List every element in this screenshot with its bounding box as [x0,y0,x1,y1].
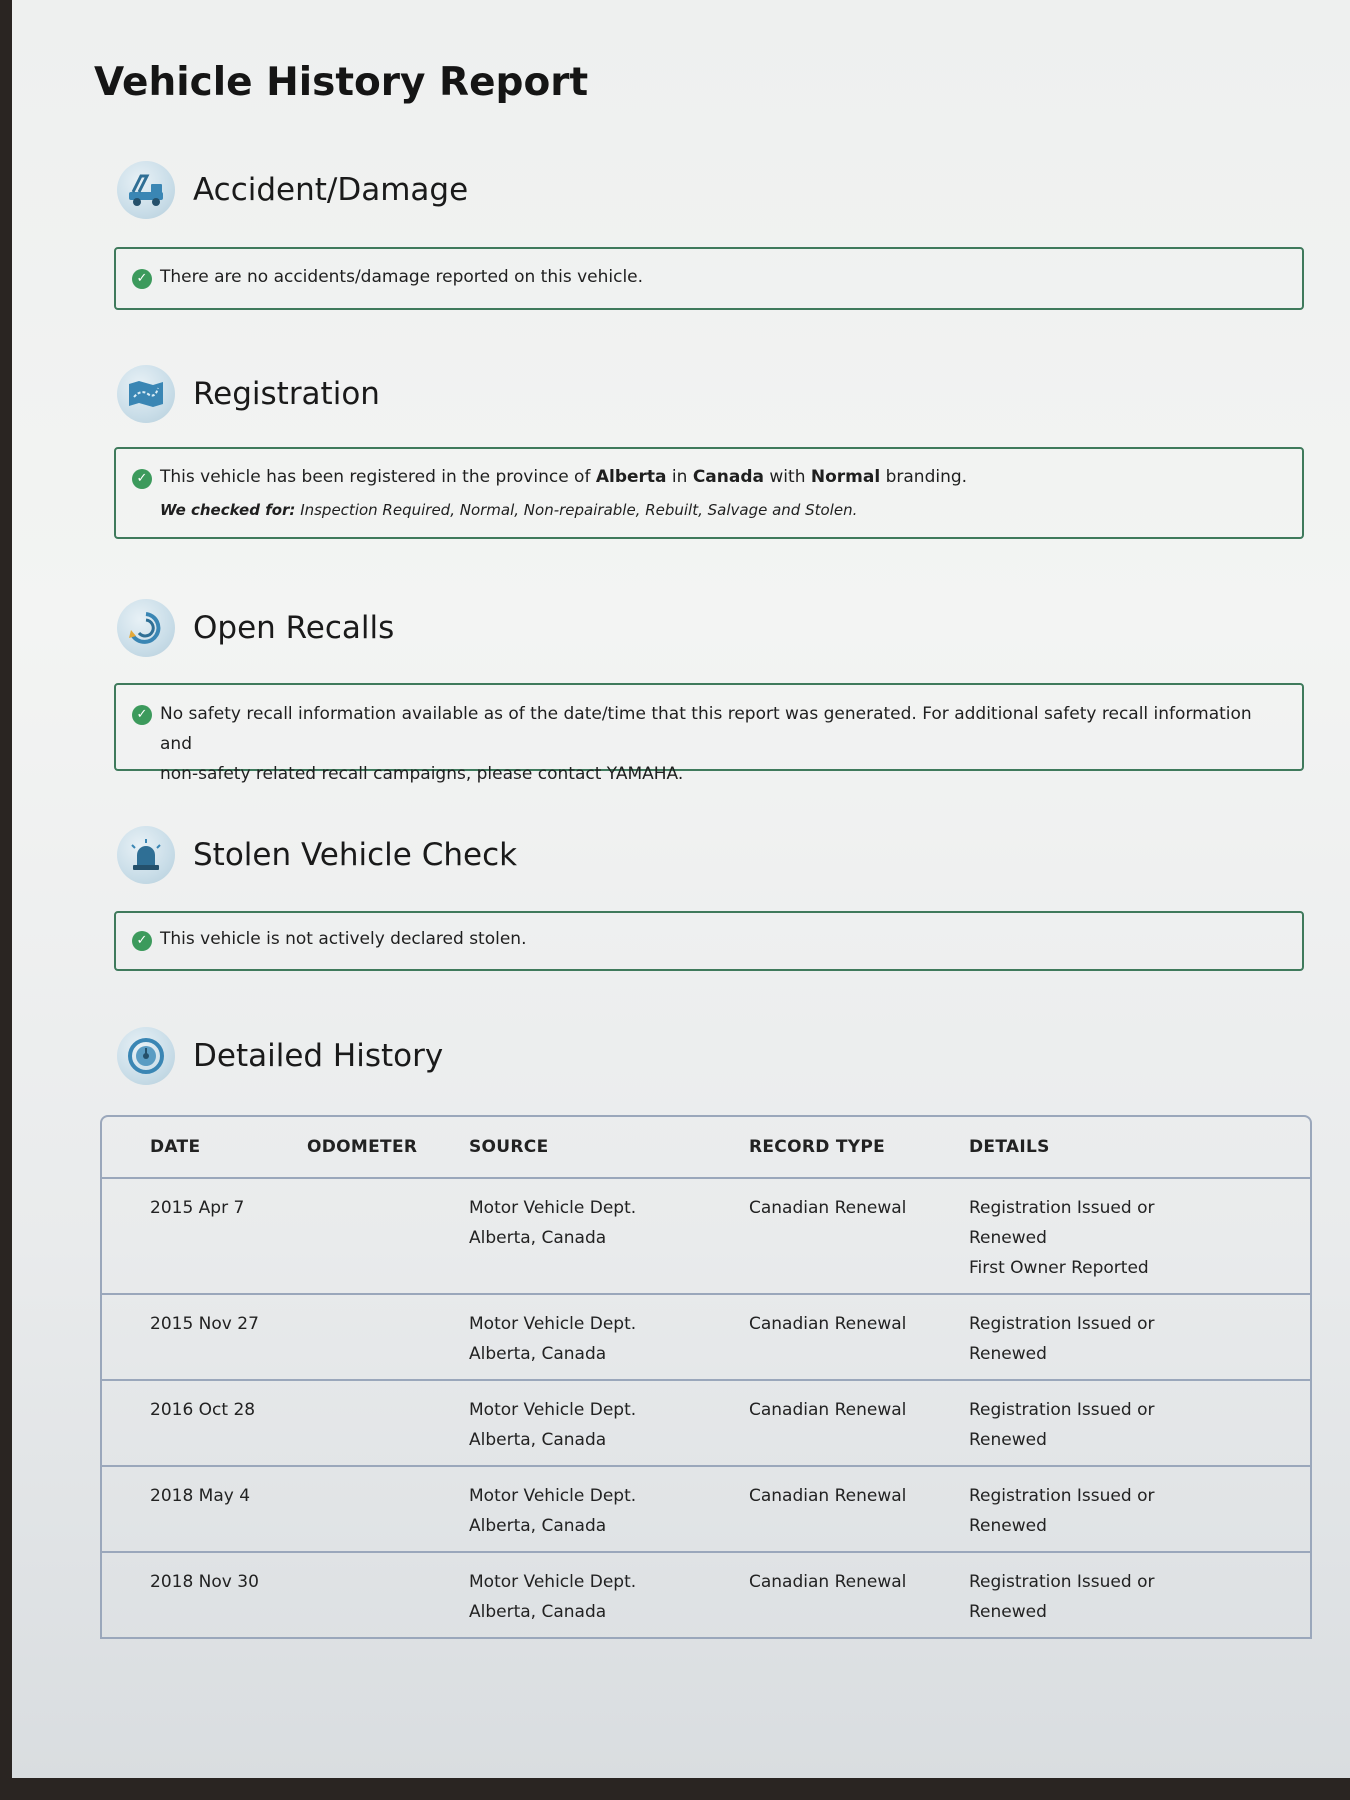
recalls-section-header [117,598,394,658]
column-details: DETAILS [969,1137,1050,1157]
registration-status-box [114,447,1304,539]
row-source: Motor Vehicle Dept. Alberta, Canada [469,1400,637,1450]
row-details: Registration Issued or Renewed [969,1486,1155,1536]
registration-branding: Normal [810,467,881,487]
check-icon: ✓ [132,269,152,289]
table-row [102,1467,1310,1553]
registration-country: Canada [692,467,764,487]
row-date: 2015 Apr 7 [150,1198,245,1218]
registration-section-header [117,364,380,424]
column-odometer: ODOMETER [307,1137,418,1157]
table-row [102,1179,1310,1295]
table-row [102,1553,1310,1639]
table-row [102,1381,1310,1467]
recall-icon [117,599,175,657]
accident-status-box [114,247,1304,310]
accident-message: There are no accidents/damage reported on this vehicle. [160,267,644,287]
accident-section-title: Accident/Damage [193,172,469,208]
recalls-status-box [114,683,1304,784]
column-record-type: RECORD TYPE [749,1137,886,1157]
history-table [100,1115,1312,1639]
column-date: DATE [150,1137,201,1157]
row-date: 2015 Nov 27 [150,1314,259,1334]
row-details: Registration Issued or Renewed [969,1572,1155,1622]
siren-icon [117,826,175,884]
table-row [102,1295,1310,1381]
dial-icon [117,1027,175,1085]
registration-message: This vehicle has been registered in the province of Alberta in Canada with Normal branding. [160,467,968,487]
row-record-type: Canadian Renewal [749,1486,907,1506]
report-page [12,0,1350,1778]
tow-truck-icon [117,161,175,219]
column-source: SOURCE [469,1137,549,1157]
row-details: Registration Issued or Renewed [969,1314,1155,1364]
stolen-section-header [117,825,517,885]
map-icon [117,365,175,423]
row-odometer [307,1553,469,1577]
history-section-header [117,1026,443,1086]
stolen-status-box [114,911,1304,971]
report-title: Vehicle History Report [94,60,589,105]
row-record-type: Canadian Renewal [749,1198,907,1218]
row-date: 2018 Nov 30 [150,1572,259,1592]
registration-province: Alberta [595,467,667,487]
row-record-type: Canadian Renewal [749,1572,907,1592]
history-section-title: Detailed History [193,1038,444,1074]
row-date: 2016 Oct 28 [150,1400,256,1420]
history-table-header [102,1117,1310,1179]
row-record-type: Canadian Renewal [749,1314,907,1334]
row-details: Registration Issued or Renewed First Owner Reported [969,1198,1155,1278]
row-odometer [307,1381,469,1405]
row-record-type: Canadian Renewal [749,1400,907,1420]
row-source: Motor Vehicle Dept. Alberta, Canada [469,1486,637,1536]
check-icon: ✓ [132,705,152,725]
accident-section-header [117,160,468,220]
registration-section-title: Registration [193,376,380,412]
registration-checked-for: We checked for: Inspection Required, Normal, Non-repairable, Rebuilt, Salvage and Stolen. [160,501,858,519]
row-odometer [307,1179,469,1203]
row-source: Motor Vehicle Dept. Alberta, Canada [469,1198,637,1248]
check-icon: ✓ [132,931,152,951]
row-date: 2018 May 4 [150,1486,251,1506]
stolen-section-title: Stolen Vehicle Check [193,837,518,873]
row-odometer [307,1295,469,1319]
row-source: Motor Vehicle Dept. Alberta, Canada [469,1314,637,1364]
check-icon: ✓ [132,469,152,489]
recalls-message: No safety recall information available as of the date/time that this report was generated. For additional safety recall information and non-safety related recall campaigns, please contact YAMAHA. [160,704,1252,784]
row-details: Registration Issued or Renewed [969,1400,1155,1450]
row-odometer [307,1467,469,1491]
stolen-message: This vehicle is not actively declared stolen. [160,929,527,949]
recalls-section-title: Open Recalls [193,610,395,646]
row-source: Motor Vehicle Dept. Alberta, Canada [469,1572,637,1622]
